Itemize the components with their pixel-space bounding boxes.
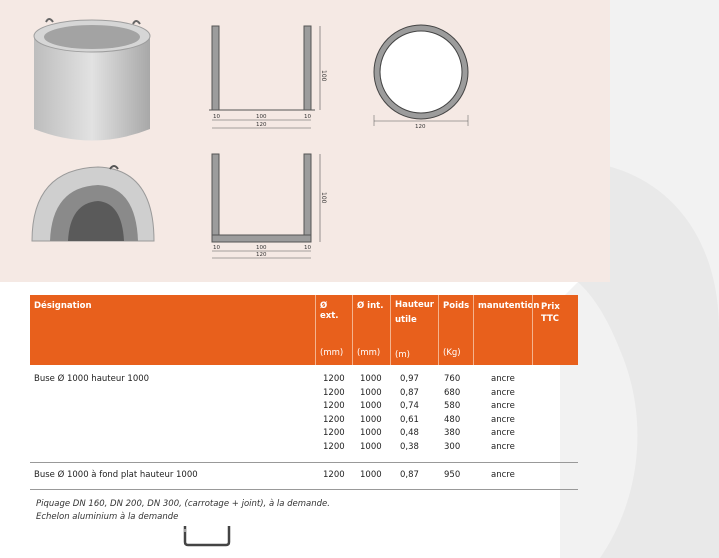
- table-row: [30, 428, 578, 442]
- dim-right-2: 10: [304, 245, 311, 251]
- header-weight: [438, 295, 473, 365]
- dim-left-2: 10: [213, 245, 220, 251]
- header-label: Hauteur utile: [395, 300, 434, 325]
- ext-value: 1200: [323, 414, 345, 425]
- height-value: 0,48: [400, 428, 419, 438]
- height-value: 0,38: [400, 441, 419, 452]
- table-row: [30, 388, 578, 402]
- height-dim-label: 100: [320, 70, 327, 82]
- header-unit: (Kg): [443, 348, 461, 358]
- handling-value: ancre: [491, 428, 515, 438]
- row-divider: [30, 462, 578, 463]
- int-value: 1000: [360, 401, 382, 411]
- handling-value: ancre: [491, 441, 515, 452]
- ring-drawing: [365, 20, 480, 135]
- table-row: [30, 442, 578, 456]
- header-handling: [473, 295, 540, 365]
- ext-value: 1200: [323, 401, 345, 411]
- ladder-rung-icon: [182, 524, 232, 548]
- ext-value: 1200: [323, 428, 345, 438]
- header-label: Ø ext.: [320, 301, 339, 321]
- table-row: [30, 415, 578, 429]
- dim-total-2: 120: [256, 252, 267, 258]
- header-label: Désignation: [34, 301, 92, 311]
- handling-value: ancre: [491, 414, 515, 425]
- height-value: 0,74: [400, 401, 419, 411]
- weight-value: 950: [444, 470, 461, 480]
- flat-bottom-drawing: [205, 152, 325, 265]
- table-row: [30, 401, 578, 415]
- weight-value: 380: [444, 428, 461, 438]
- header-designation: [30, 295, 315, 365]
- note-echelon: Echelon aluminium à la demande: [36, 512, 179, 522]
- dim-right: 10: [304, 114, 311, 120]
- int-value: 1000: [360, 374, 382, 384]
- weight-value: 300: [444, 441, 461, 452]
- height-value: 0,97: [400, 374, 419, 384]
- header-label: Poids: [443, 301, 470, 311]
- header-price: [532, 295, 578, 365]
- weight-value: 580: [444, 401, 461, 411]
- dim-inner-2: 100: [256, 245, 267, 251]
- handling-value: ancre: [491, 401, 515, 411]
- handling-value: ancre: [491, 470, 515, 480]
- weight-value: 760: [444, 374, 461, 384]
- handling-value: ancre: [491, 374, 515, 384]
- int-value: 1000: [360, 387, 382, 398]
- row-divider: [30, 489, 578, 490]
- ext-value: 1200: [323, 374, 345, 384]
- header-label: manutention: [478, 301, 540, 311]
- header-int-diameter: [352, 295, 390, 365]
- ring-dim-label: 120: [415, 124, 426, 130]
- int-value: 1000: [360, 470, 382, 480]
- weight-value: 480: [444, 414, 461, 425]
- table-row: [30, 374, 578, 388]
- int-value: 1000: [360, 414, 382, 425]
- height-value: 0,87: [400, 470, 419, 480]
- int-value: 1000: [360, 428, 382, 438]
- ext-value: 1200: [323, 387, 345, 398]
- height-value: 0,61: [400, 414, 419, 425]
- weight-value: 680: [444, 387, 461, 398]
- handling-value: ancre: [491, 387, 515, 398]
- header-label: Ø int.: [357, 301, 384, 311]
- pipe-photo: [28, 14, 156, 150]
- table-row: [30, 470, 578, 484]
- spec-table: [30, 295, 578, 480]
- header-height: [390, 295, 438, 365]
- section-drawing: [205, 20, 325, 135]
- dim-inner: 100: [256, 114, 267, 120]
- header-ext-diameter: [315, 295, 352, 365]
- designation: Buse Ø 1000 à fond plat hauteur 1000: [34, 470, 198, 480]
- ext-value: 1200: [323, 470, 345, 480]
- dim-total: 120: [256, 122, 267, 128]
- height-dim-label-2: 100: [320, 192, 327, 204]
- header-unit: (mm): [320, 348, 344, 358]
- ext-value: 1200: [323, 441, 345, 452]
- note-piquage: Piquage DN 160, DN 200, DN 300, (carrotage + joint), à la demande.: [36, 499, 330, 509]
- table-header: [30, 295, 578, 365]
- height-value: 0,87: [400, 387, 419, 398]
- int-value: 1000: [360, 441, 382, 452]
- dim-left: 10: [213, 114, 220, 120]
- designation: Buse Ø 1000 hauteur 1000: [34, 374, 150, 384]
- header-unit: (mm): [357, 348, 381, 358]
- header-label: Prix TTC: [541, 302, 560, 324]
- flat-bottom-pipe-photo: [28, 163, 158, 243]
- header-unit: (m): [395, 350, 410, 360]
